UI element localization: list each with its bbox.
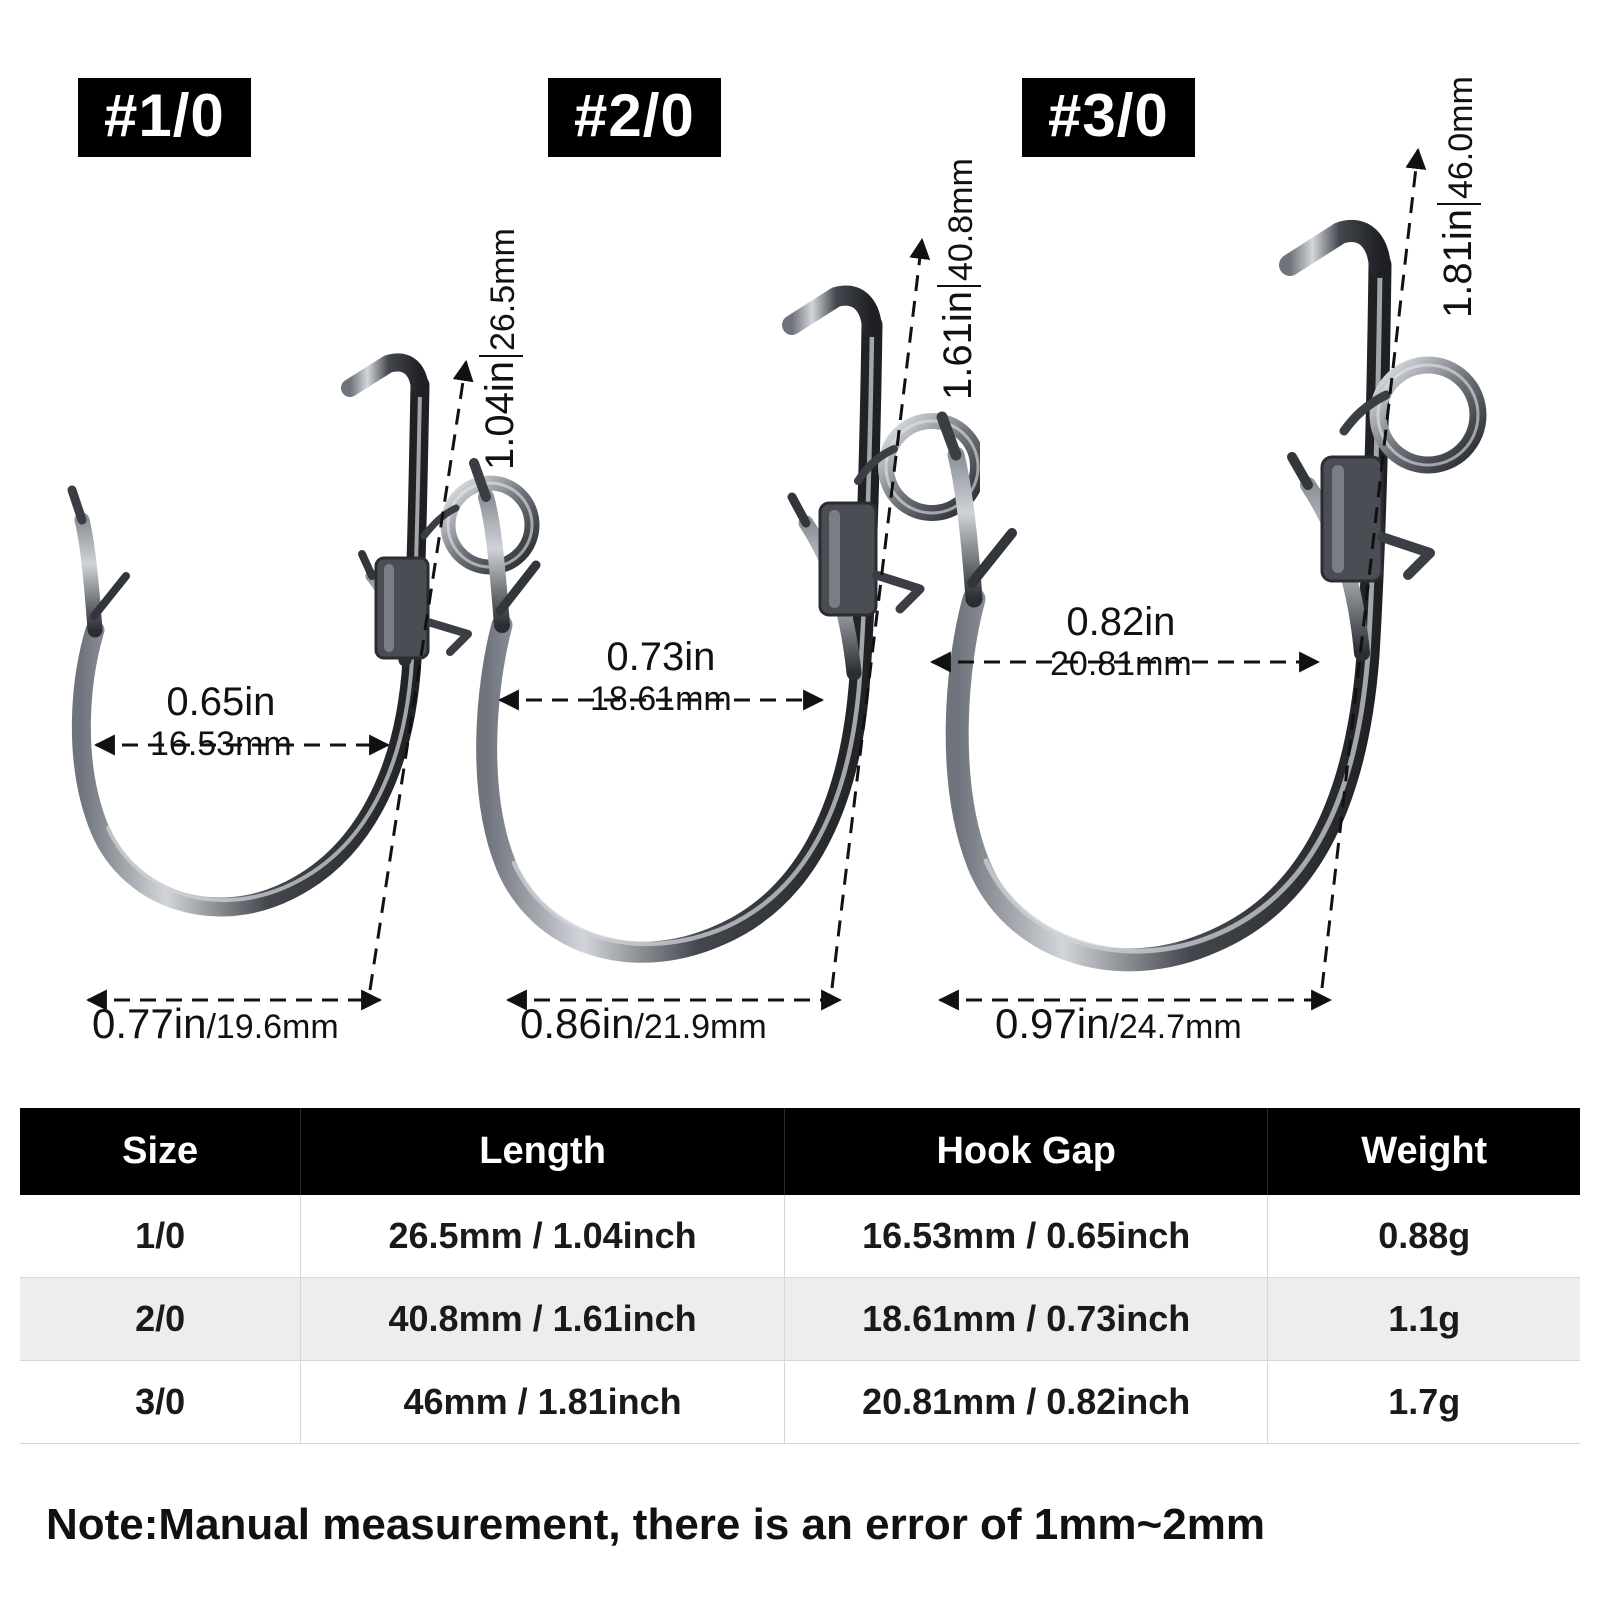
overall-mm-2-0: /21.9mm [634,1008,767,1046]
cell-size: 1/0 [20,1195,301,1278]
cell-size: 3/0 [20,1361,301,1444]
table-row [20,1278,1580,1361]
length-inch-1-0: 1.04in [478,361,522,470]
size-badge-3-0: #3/0 [1022,78,1195,157]
spec-table-wrapper [20,1108,1580,1444]
table-header-row [20,1108,1580,1195]
length-inch-3-0: 1.81in [1436,209,1480,318]
cell-weight: 1.1g [1268,1278,1580,1361]
table-row [20,1361,1580,1444]
cell-length: 46mm / 1.81inch [301,1361,785,1444]
overall-inch-1-0: 0.77in [92,1000,207,1047]
size-badge-1-0: #1/0 [78,78,251,157]
measurement-note: Note:Manual measurement, there is an error of 1mm~2mm [46,1500,1265,1549]
length-mm-3-0: 46.0mm [1442,76,1480,200]
gap-inch-1-0: 0.65in [166,680,276,724]
overall-label-3-0 [995,1000,1242,1048]
cell-size: 2/0 [20,1278,301,1361]
gap-mm-2-0: 18.61mm [590,680,732,718]
overall-mm-3-0: /24.7mm [1109,1008,1242,1046]
length-mm-1-0: 26.5mm [484,228,522,352]
gap-mm-3-0: 20.81mm [1050,645,1192,683]
overall-inch-3-0: 0.97in [995,1000,1110,1047]
cell-hook-gap: 16.53mm / 0.65inch [784,1195,1268,1278]
overall-mm-1-0: /19.6mm [206,1008,339,1046]
gap-inch-2-0: 0.73in [606,635,716,679]
cell-hook-gap: 18.61mm / 0.73inch [784,1278,1268,1361]
column-header-size: Size [20,1108,301,1195]
length-inch-2-0: 1.61in [936,291,980,400]
gap-label-3-0 [1050,600,1192,684]
length-label-1-0 [478,228,523,470]
size-badge-2-0: #2/0 [548,78,721,157]
cell-hook-gap: 20.81mm / 0.82inch [784,1361,1268,1444]
length-label-3-0 [1436,76,1481,318]
overall-label-1-0 [92,1000,339,1048]
table-row [20,1195,1580,1278]
cell-length: 40.8mm / 1.61inch [301,1278,785,1361]
length-label-2-0 [936,158,981,400]
column-header-length: Length [301,1108,785,1195]
length-mm-2-0: 40.8mm [942,158,980,282]
cell-weight: 1.7g [1268,1361,1580,1444]
overall-label-2-0 [520,1000,767,1048]
gap-mm-1-0: 16.53mm [150,725,292,763]
cell-weight: 0.88g [1268,1195,1580,1278]
overall-inch-2-0: 0.86in [520,1000,635,1047]
column-header-hook-gap: Hook Gap [784,1108,1268,1195]
column-header-weight: Weight [1268,1108,1580,1195]
gap-label-2-0 [590,635,732,719]
spec-table [20,1108,1580,1444]
gap-inch-3-0: 0.82in [1066,600,1176,644]
cell-length: 26.5mm / 1.04inch [301,1195,785,1278]
gap-label-1-0 [150,680,292,764]
